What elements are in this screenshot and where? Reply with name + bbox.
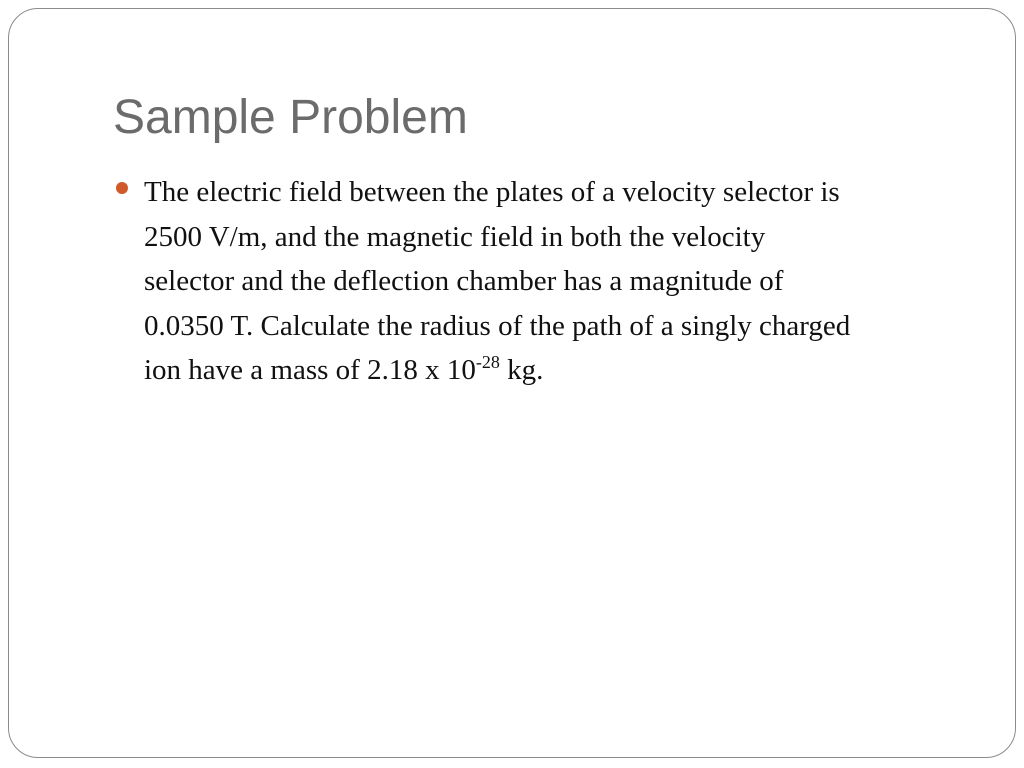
problem-text-line: selector and the deflection chamber has a magnitude of — [144, 265, 784, 297]
problem-text — [144, 170, 973, 393]
bullet-list — [113, 170, 973, 393]
bullet-item — [113, 170, 973, 393]
mass-unit-text: kg. — [499, 354, 544, 386]
bullet-dot-icon — [116, 182, 128, 194]
problem-text-line: 0.0350 T. Calculate the radius of the path of a singly charged — [144, 309, 851, 342]
problem-text-line: The electric field between the plates of a velocity selector is — [144, 176, 840, 208]
problem-text-line — [144, 348, 973, 393]
problem-text-line: 2500 V/m, and the magnetic field in both the velocity — [144, 220, 766, 253]
slide-title: Sample Problem — [113, 91, 468, 144]
mass-exponent: -28 — [475, 352, 500, 372]
mass-text: ion have a mass of 2.18 x 10 — [144, 354, 476, 386]
